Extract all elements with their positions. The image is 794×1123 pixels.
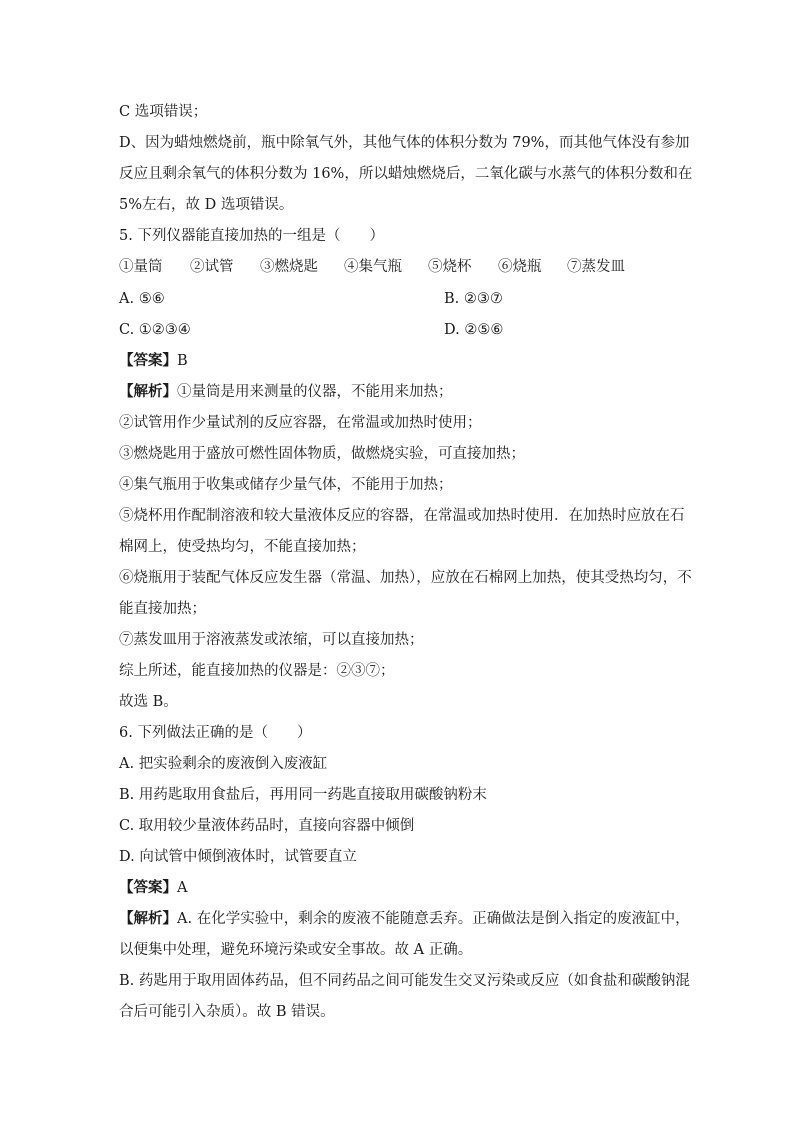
q6-option-b: B. 用药匙取用食盐后，再用同一药匙直接取用碳酸钠粉末 [119, 787, 487, 803]
q5-item: ④集气瓶 [344, 259, 402, 275]
q5-analysis-first [119, 382, 684, 402]
q5-item: ②试管 [190, 259, 234, 275]
q5-item: ⑥烧瓶 [498, 259, 542, 275]
q6-analysis-line: B. 药匙用于取用固体药品，但不同药品之间可能发生交叉污染或反应（如食盐和碳酸钠混 [119, 973, 690, 989]
analysis-label: 【解析】 [119, 911, 177, 927]
q5-analysis-line: 综上所述，能直接加热的仪器是：②③⑦； [119, 663, 395, 679]
q6-option-c: C. 取用较少量液体药品时，直接向容器中倾倒 [119, 818, 415, 834]
question-5-stem: 5. 下列仪器能直接加热的一组是（ ） [119, 228, 384, 244]
q6-analysis-first [119, 909, 690, 929]
text-line: 反应且剩余氧气的体积分数为 16%，所以蜡烛燃烧后，二氧化碳与水蒸气的体积分数和在 [119, 166, 693, 182]
q5-item: ③燃烧匙 [260, 259, 318, 275]
q5-option-b: B. ②③⑦ [444, 291, 503, 307]
text-line: D、因为蜡烛燃烧前，瓶中除氧气外，其他气体的体积分数为 79%，而其他气体没有参加 [119, 135, 690, 151]
q5-item: ⑤烧杯 [428, 259, 472, 275]
q5-analysis-line: ③燃烧匙用于盛放可燃性固体物质，做燃烧实验，可直接加热； [119, 446, 525, 462]
answer-label: 【答案】 [119, 880, 177, 896]
q5-analysis-line: ④集气瓶用于收集或储存少量气体，不能用于加热； [119, 477, 453, 493]
q5-analysis-line: ②试管用作少量试剂的反应容器，在常温或加热时使用； [119, 415, 482, 431]
q6-option-a: A. 把实验剩余的废液倒入废液缸 [119, 756, 328, 772]
q5-item: ①量筒 [119, 259, 163, 275]
q5-option-d: D. ②⑤⑥ [444, 322, 504, 338]
question-6-stem: 6. 下列做法正确的是（ ） [119, 725, 312, 741]
answer-value: A [177, 880, 188, 896]
analysis-text: ①量筒是用来测量的仪器，不能用来加热； [177, 384, 453, 400]
text-line: 5%左右，故 D 选项错误。 [119, 197, 294, 213]
q6-option-d: D. 向试管中倾倒液体时，试管要直立 [119, 849, 357, 865]
analysis-label: 【解析】 [119, 384, 177, 400]
q6-analysis-line: 以便集中处理，避免环境污染或安全事故。故 A 正确。 [119, 942, 473, 958]
q5-analysis-line: 棉网上，使受热均匀，不能直接加热； [119, 539, 366, 555]
text-line: C 选项错误； [119, 104, 208, 120]
q5-option-a: A. ⑤⑥ [119, 291, 165, 307]
answer-value: B [177, 353, 188, 369]
q5-analysis-line: ⑥烧瓶用于装配气体反应发生器（常温、加热），应放在石棉网上加热，使其受热均匀，不 [119, 570, 692, 586]
answer-label: 【答案】 [119, 353, 177, 369]
q6-answer [119, 878, 684, 898]
q5-option-c: C. ①②③④ [119, 322, 191, 338]
q5-analysis-line: 能直接加热； [119, 601, 206, 617]
q6-analysis-line: 合后可能引入杂质）。故 B 错误。 [119, 1004, 335, 1020]
analysis-text: A. 在化学实验中，剩余的废液不能随意丢弃。正确做法是倒入指定的废液缸中， [177, 911, 690, 927]
q5-answer [119, 351, 684, 371]
q5-analysis-line: 故选 B。 [119, 694, 178, 710]
q5-analysis-line: ⑤烧杯用作配制溶液和较大量液体反应的容器，在常温或加热时使用．在加热时应放在石 [119, 508, 685, 524]
q5-item: ⑦蒸发皿 [567, 259, 625, 275]
q5-analysis-line: ⑦蒸发皿用于溶液蒸发或浓缩，可以直接加热； [119, 632, 424, 648]
